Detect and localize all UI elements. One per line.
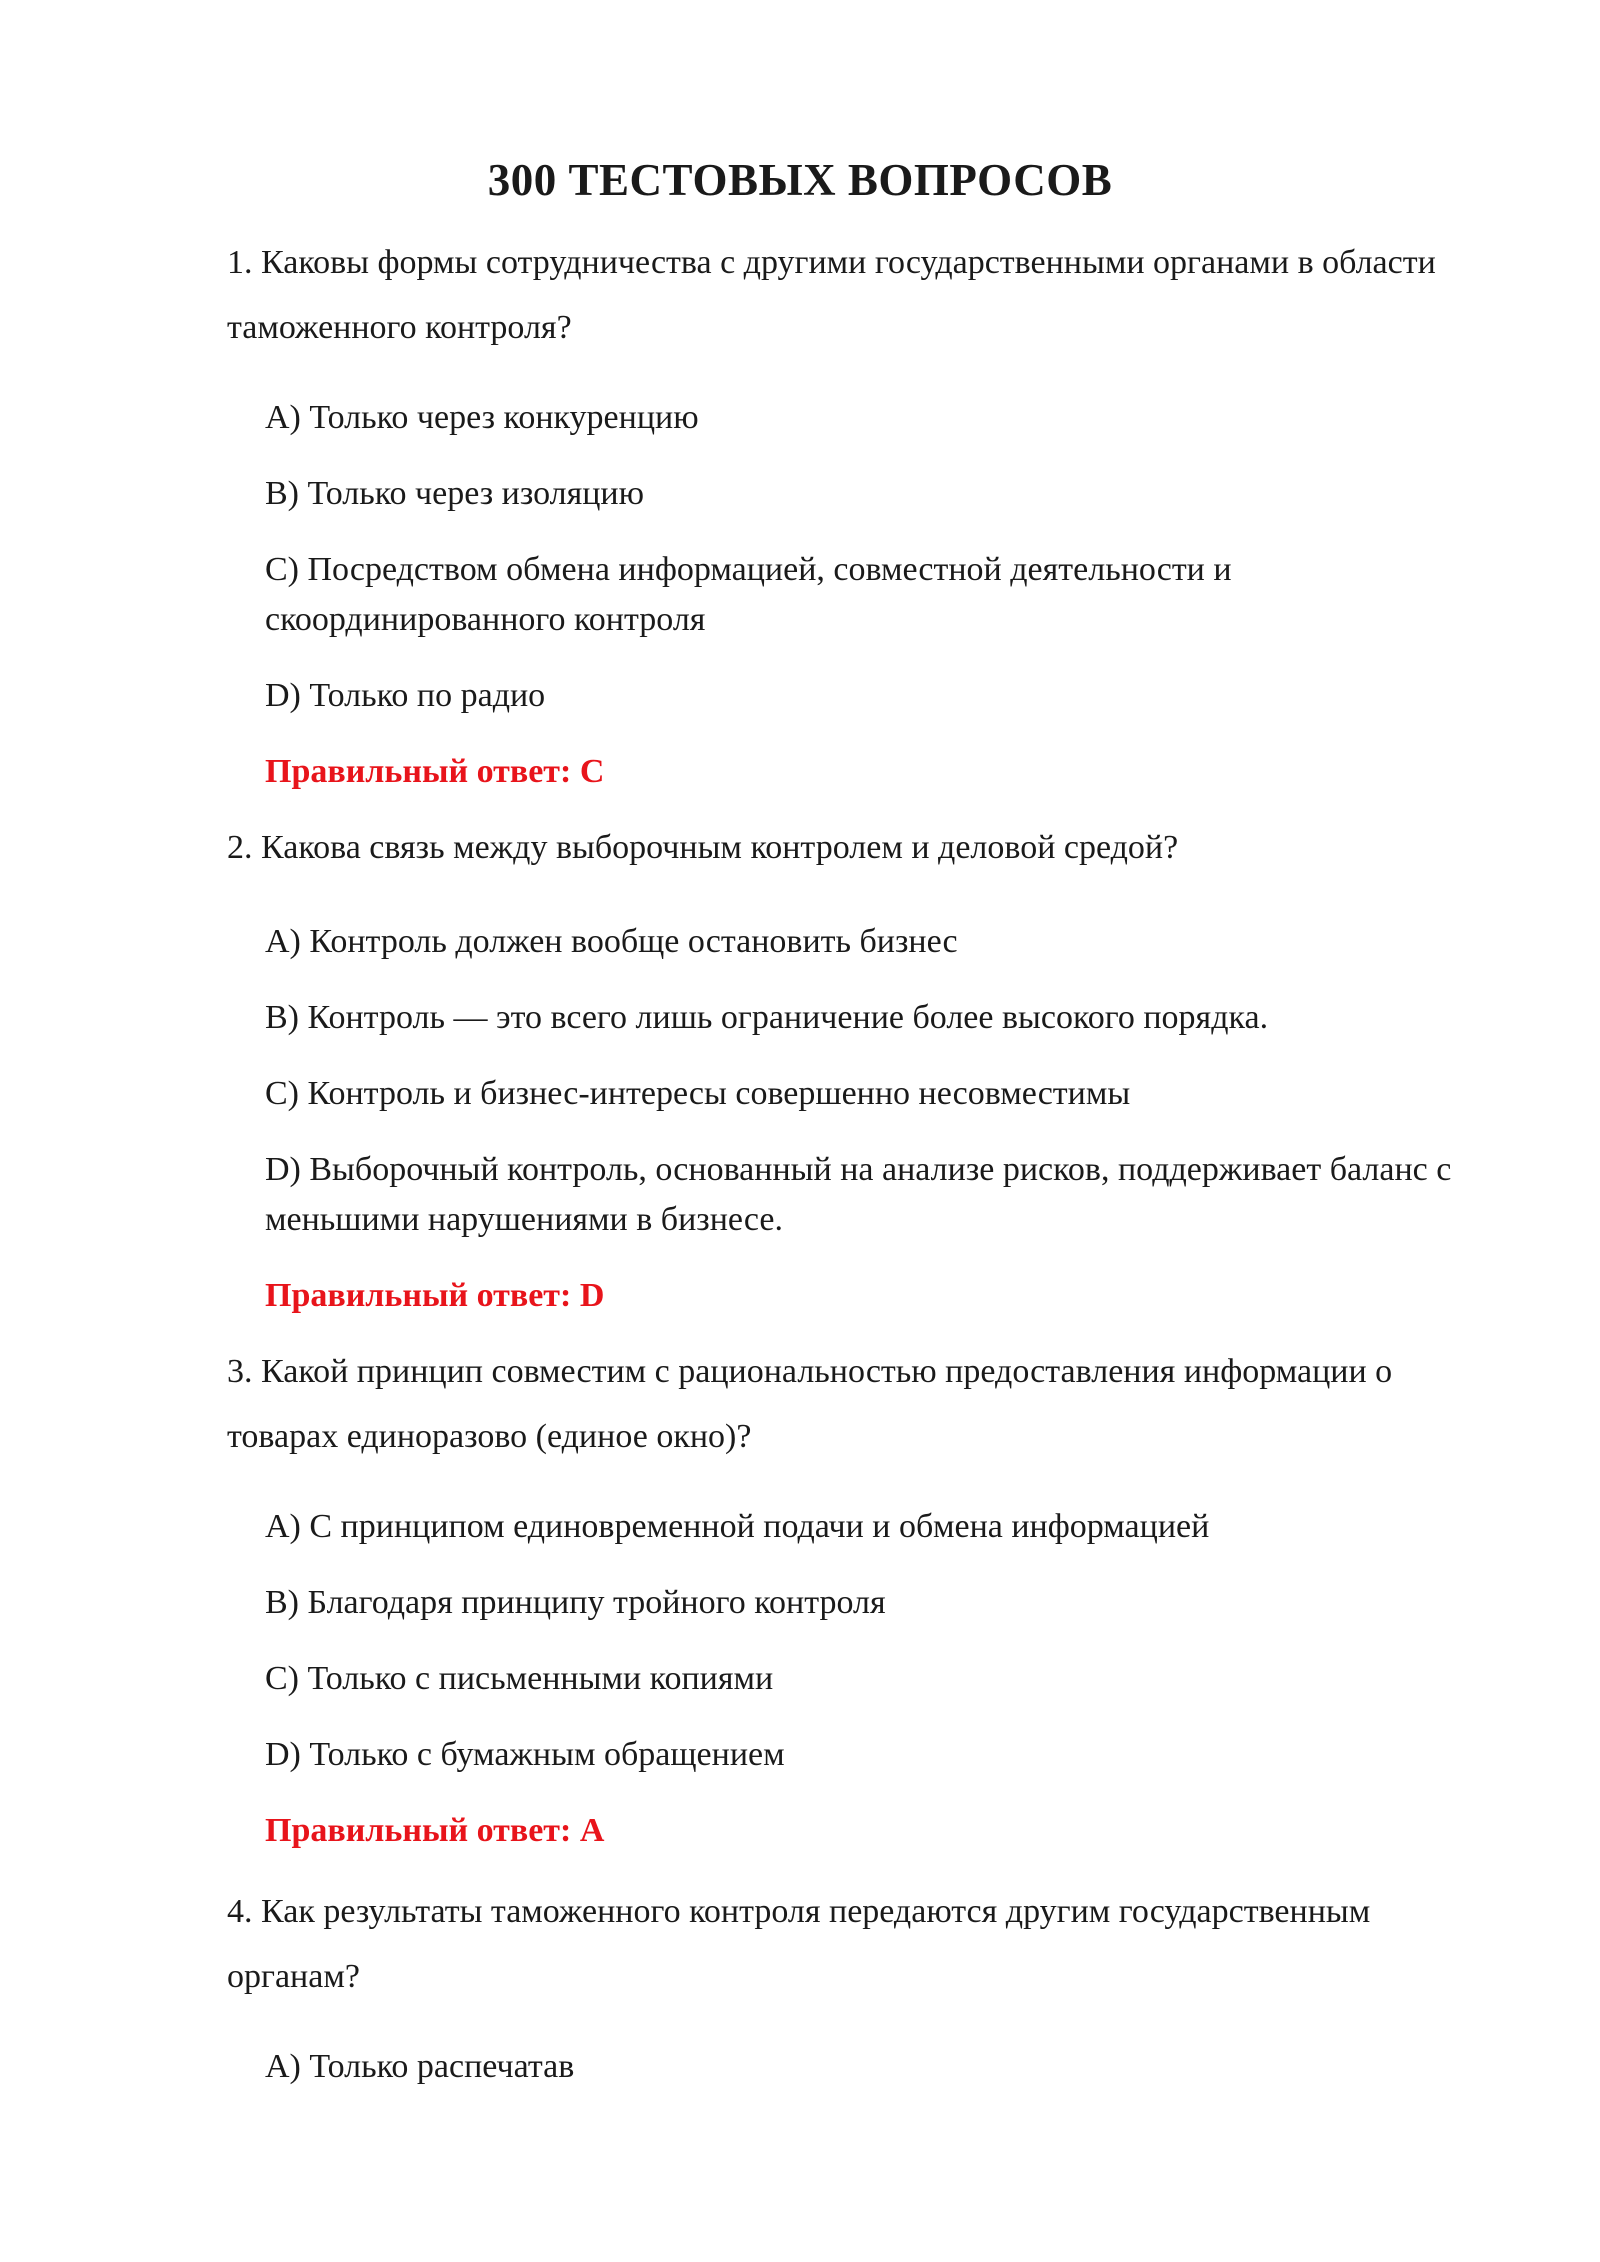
correct-answer: Правильный ответ: A — [265, 1812, 605, 1849]
answer-option: A) Контроль должен вообще остановить бизнес — [265, 923, 958, 960]
correct-answer: Правильный ответ: C — [265, 753, 605, 790]
question-text: 1. Каковы формы сотрудничества с другими государственными органами в области таможенного контроля? — [227, 244, 1436, 346]
answer-option: A) Только через конкуренцию — [265, 399, 699, 436]
answer-option: C) Посредством обмена информацией, совместной деятельности и скоординированного контроля — [265, 551, 1232, 638]
answer-option: B) Контроль — это всего лишь ограничение более высокого порядка. — [265, 999, 1269, 1036]
answer-option: B) Только через изоляцию — [265, 475, 645, 512]
question-text: 4. Как результаты таможенного контроля передаются другим государственным органам? — [227, 1893, 1371, 1995]
correct-answer: Правильный ответ: D — [265, 1277, 605, 1314]
answer-option: C) Контроль и бизнес-интересы совершенно несовместимы — [265, 1075, 1131, 1112]
answer-option: D) Только по радио — [265, 677, 546, 714]
answer-option: C) Только с письменными копиями — [265, 1660, 774, 1697]
question-text: 2. Какова связь между выборочным контролем и деловой средой? — [227, 829, 1179, 866]
answer-option: D) Только с бумажным обращением — [265, 1736, 785, 1773]
page-title: 300 ТЕСТОВЫХ ВОПРОСОВ — [487, 155, 1113, 205]
answer-option: A) Только распечатав — [265, 2048, 575, 2085]
question-text: 3. Какой принцип совместим с рациональностью предоставления информации о товарах единоразово (единое окно)? — [227, 1353, 1393, 1455]
answer-option: A) С принципом единовременной подачи и обмена информацией — [265, 1508, 1210, 1545]
answer-option: D) Выборочный контроль, основанный на анализе рисков, поддерживает баланс с меньшими нарушениями в бизнесе. — [265, 1151, 1452, 1238]
answer-option: B) Благодаря принципу тройного контроля — [265, 1584, 886, 1621]
